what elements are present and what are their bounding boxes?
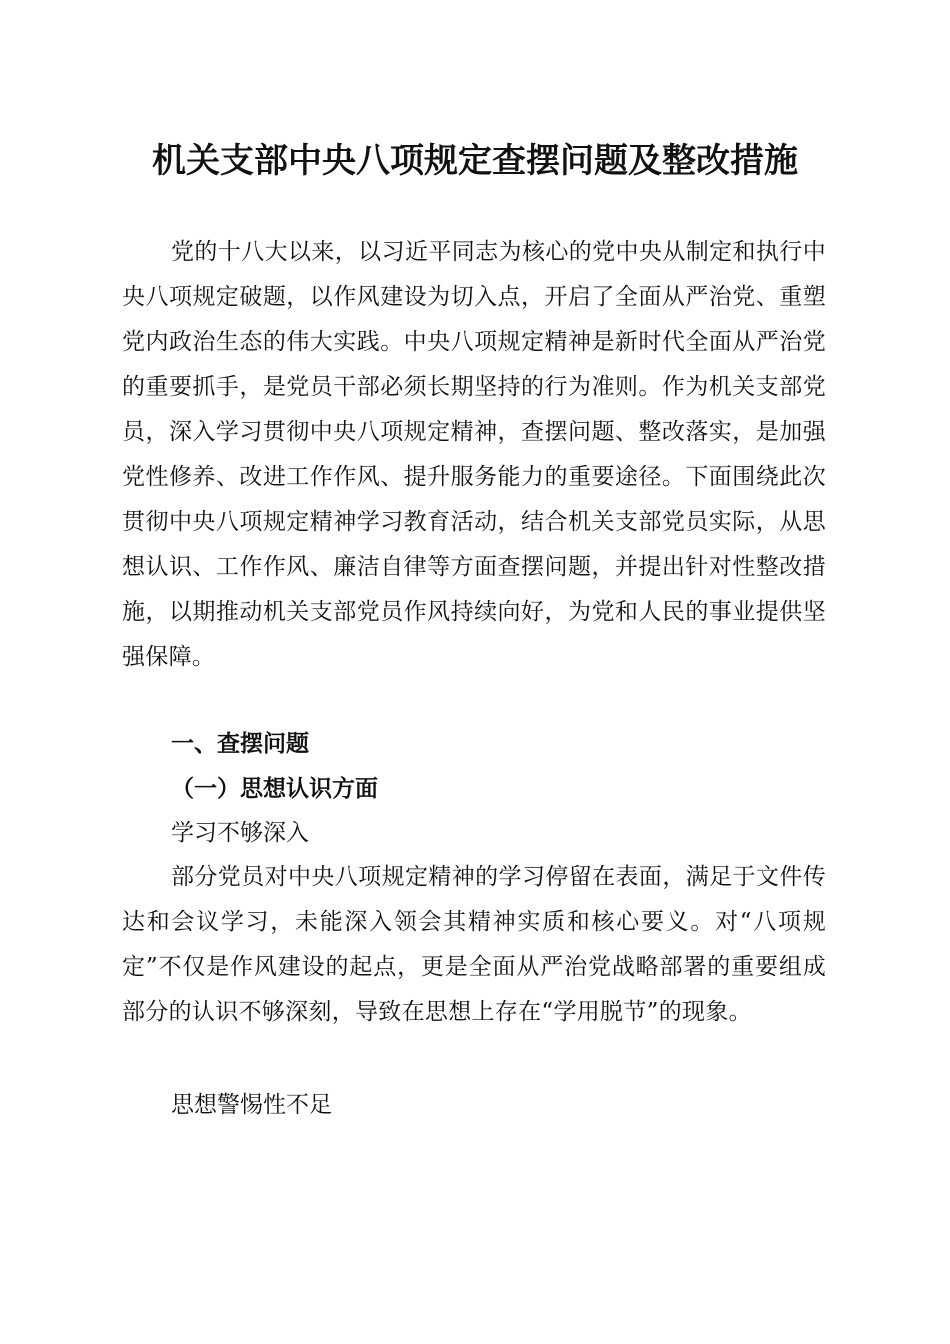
subsection-heading: （一）思想认识方面 <box>171 775 378 802</box>
item-heading-study: 学习不够深入 <box>171 820 309 846</box>
item-paragraph-study: 部分党员对中央八项规定精神的学习停留在表面，满足于文件传达和会议学习，未能深入领会其精神实质和核心要义。对“八项规定”不仅是作风建设的起点，更是全面从严治党战略部署的重要组成部分的认识不够深刻，导致在思想上存在“学用脱节”的现象。 <box>122 864 826 1025</box>
item-heading-vigilance: 思想警惕性不足 <box>171 1092 332 1118</box>
section-heading: 一、查摆问题 <box>171 731 309 757</box>
document-title: 机关支部中央八项规定查摆问题及整改措施 <box>152 141 798 181</box>
intro-paragraph: 党的十八大以来，以习近平同志为核心的党中央从制定和执行中央八项规定破题，以作风建设为切入点，开启了全面从严治党、重塑党内政治生态的伟大实践。中央八项规定精神是新时代全面从严治党的重要抓手，是党员干部必须长期坚持的行为准则。作为机关支部党员，深入学习贯彻中央八项规定精神，查摆问题、整改落实，是加强党性修养、改进工作作风、提升服务能力的重要途径。下面围绕此次贯彻中央八项规定精神学习教育活动，结合机关支部党员实际，从思想认识、工作作风、廉洁自律等方面查摆问题，并提出针对性整改措施，以期推动机关支部党员作风持续向好，为党和人民的事业提供坚强保障。 <box>122 239 826 670</box>
